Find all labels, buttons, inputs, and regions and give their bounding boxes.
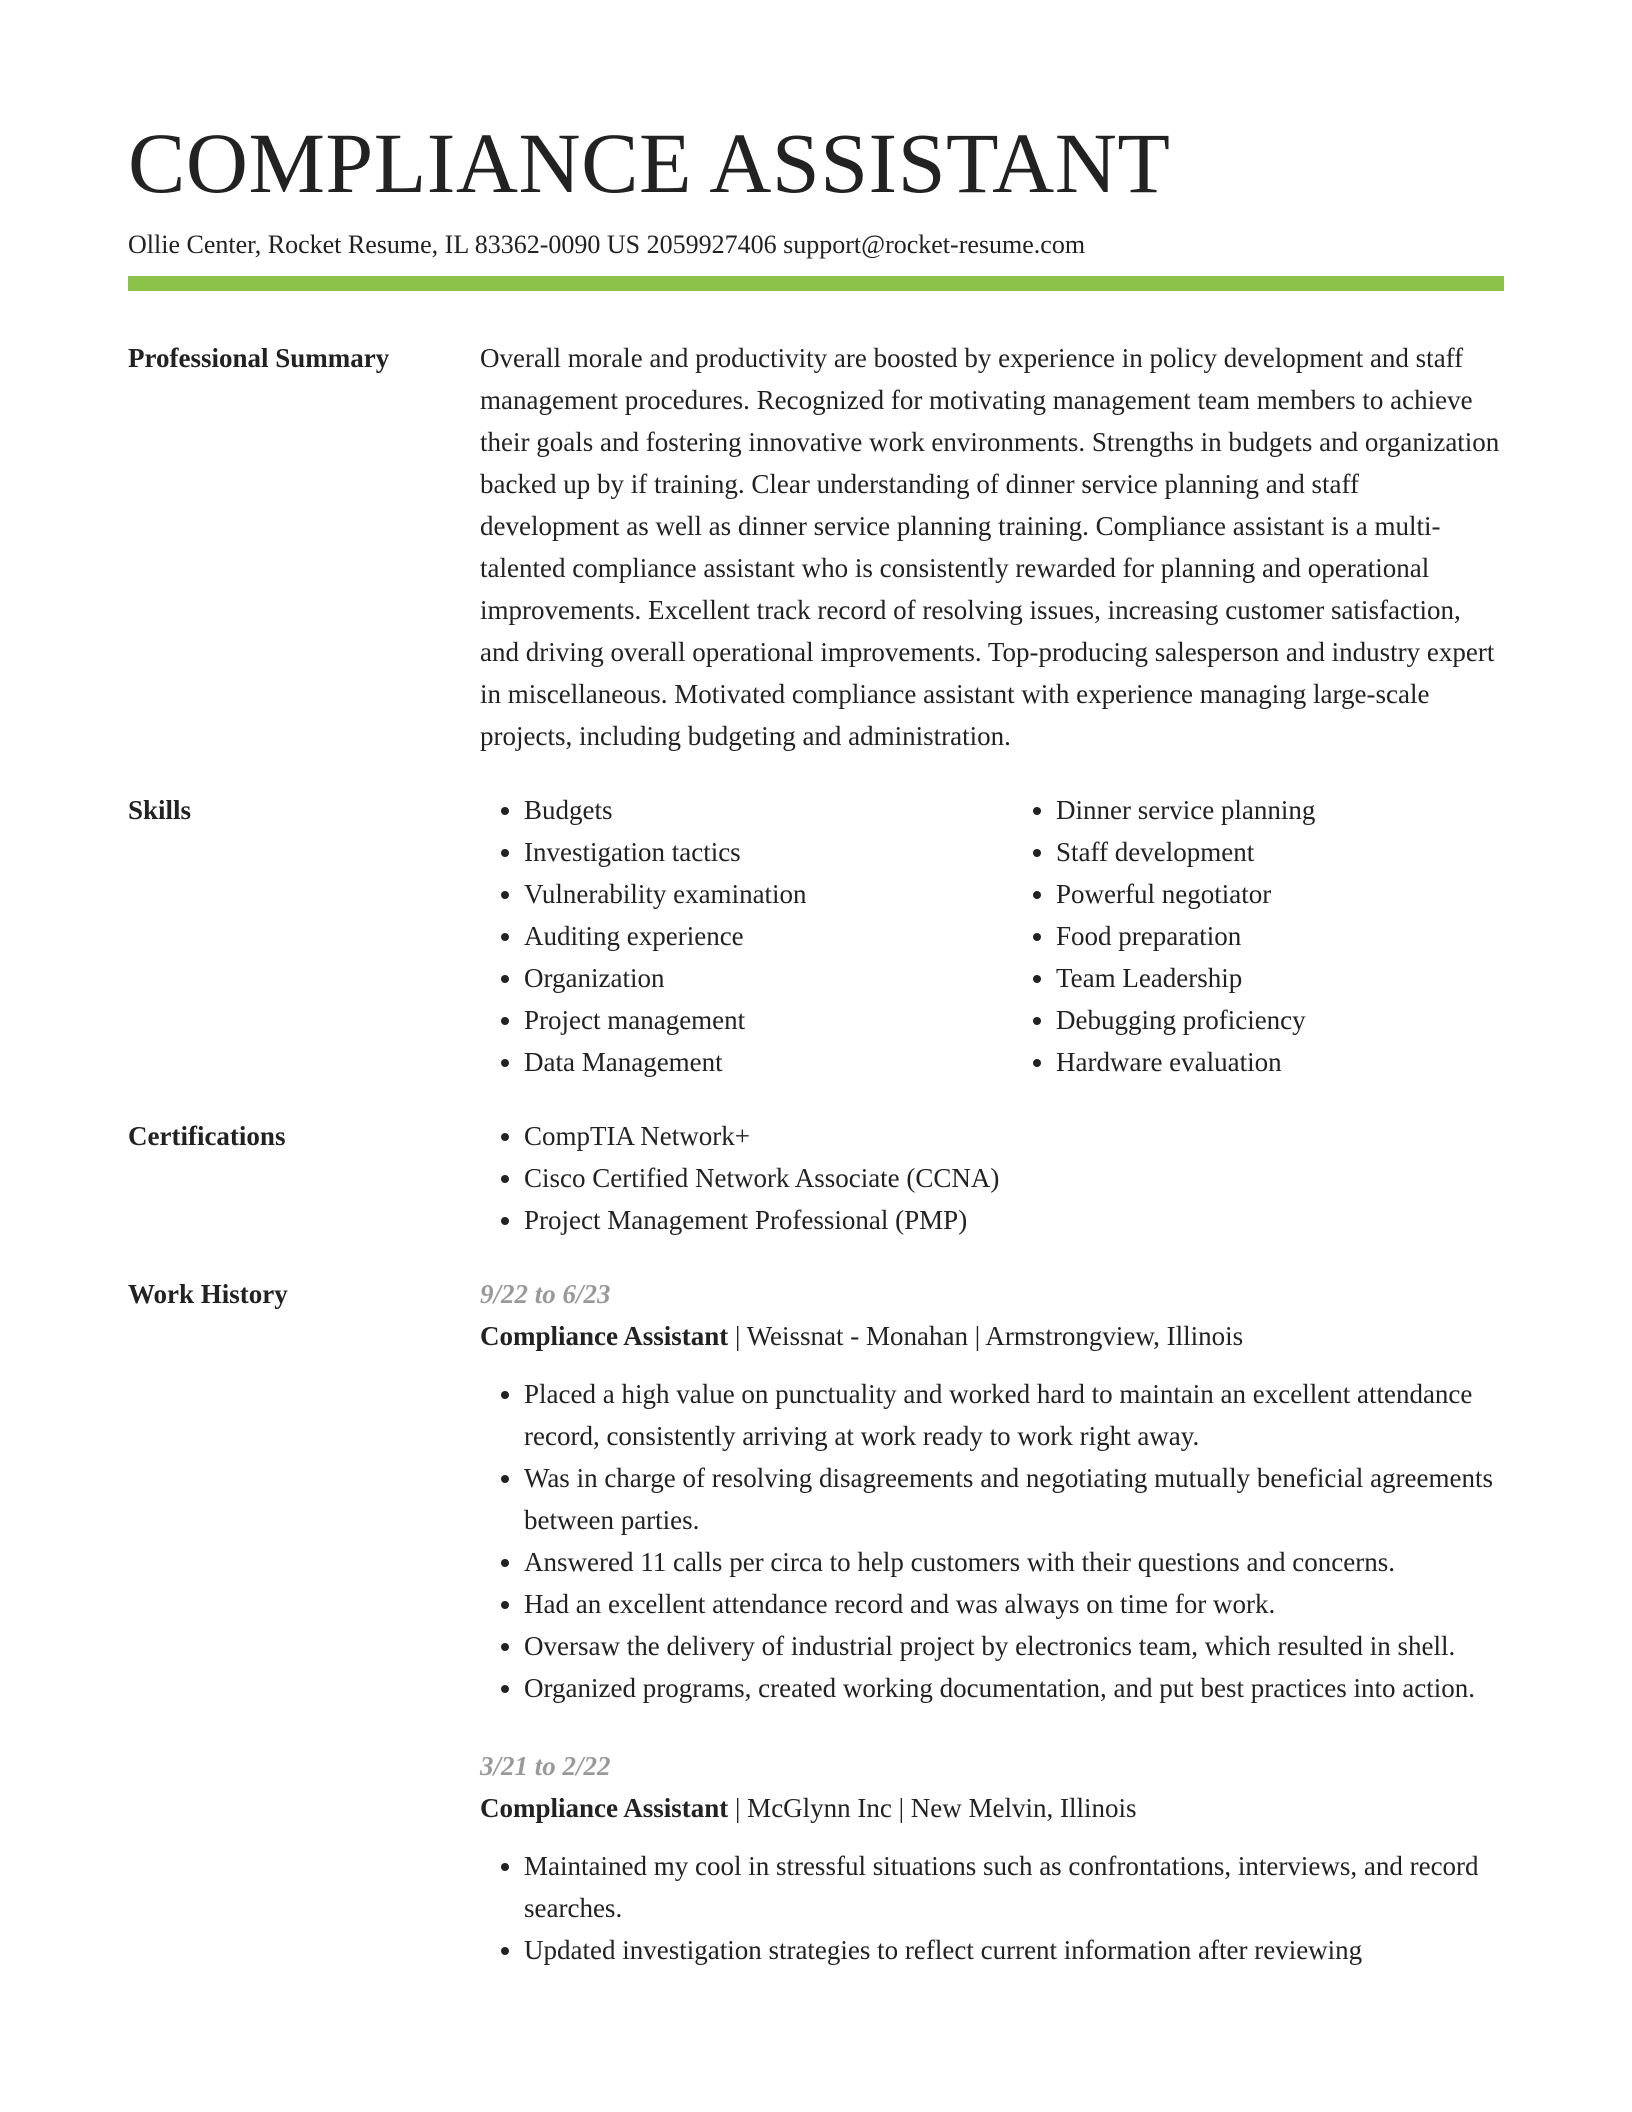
section-title-work-history: Work History — [128, 1279, 288, 1310]
skill-item: • Hardware evaluation — [1056, 1041, 1504, 1083]
skills-column-2 — [1012, 789, 1504, 1083]
skill-item: • Investigation tactics — [524, 831, 972, 873]
section-certifications — [128, 1115, 1504, 1241]
job-bullet: • Oversaw the delivery of industrial project by electronics team, which resulted in shell. — [524, 1625, 1504, 1667]
job-dates: 3/21 to 2/22 — [480, 1751, 611, 1782]
skills-column-1 — [480, 789, 972, 1083]
skill-item: • Dinner service planning — [1056, 789, 1504, 831]
skill-item: • Staff development — [1056, 831, 1504, 873]
skills-columns — [480, 789, 1504, 1083]
skill-item: • Vulnerability examination — [524, 873, 972, 915]
section-work-history — [128, 1273, 1504, 1971]
section-title-summary: Professional Summary — [128, 343, 390, 374]
job-employer-location: | McGlynn Inc | New Melvin, Illinois — [728, 1793, 1137, 1824]
skill-item: • Team Leadership — [1056, 957, 1504, 999]
skill-item: • Budgets — [524, 789, 972, 831]
work-history-body — [480, 1273, 1504, 1971]
skill-item: • Project management — [524, 999, 972, 1041]
skill-item: • Data Management — [524, 1041, 972, 1083]
job-entry — [480, 1273, 1504, 1709]
section-title-skills: Skills — [128, 795, 192, 826]
certification-item: • CompTIA Network+ — [524, 1115, 1504, 1157]
job-entry — [480, 1745, 1504, 1971]
certification-item: • Cisco Certified Network Associate (CCNA) — [524, 1157, 1504, 1199]
section-summary — [128, 337, 1504, 757]
job-bullet: • Had an excellent attendance record and was always on time for work. — [524, 1583, 1504, 1625]
job-heading — [480, 1787, 1504, 1829]
contact-line: Ollie Center, Rocket Resume, IL 83362-0090 US 2059927406 support@rocket-resume.com — [128, 230, 1086, 260]
skill-item: • Food preparation — [1056, 915, 1504, 957]
resume-name: COMPLIANCE ASSISTANT — [128, 115, 1171, 211]
skills-body — [480, 789, 1504, 1083]
job-title: Compliance Assistant — [480, 1321, 729, 1352]
job-bullets — [480, 1373, 1504, 1709]
certification-item: • Project Management Professional (PMP) — [524, 1199, 1504, 1241]
certifications-body — [480, 1115, 1504, 1241]
job-bullet: • Placed a high value on punctuality and worked hard to maintain an excellent attendance record, consistently arriving at work ready to work right away. — [524, 1373, 1504, 1457]
skill-item: • Powerful negotiator — [1056, 873, 1504, 915]
job-bullet: • Organized programs, created working documentation, and put best practices into action. — [524, 1667, 1504, 1709]
summary-text: Overall morale and productivity are boosted by experience in policy development and staff management procedures. Recognized for motivating management team members to achieve their goals and fostering innovative work environments. Strengths in budgets and organization backed up by if training. Clear understanding of dinner service planning and staff development as well as dinner service planning training. Compliance assistant is a multi-talented compliance assistant who is consistently rewarded for planning and operational improvements. Excellent track record of resolving issues, increasing customer satisfaction, and driving overall operational improvements. Top-producing salesperson and industry expert in miscellaneous. Motivated compliance assistant with experience managing large-scale projects, including budgeting and administration. — [480, 343, 1500, 752]
job-employer-location: | Weissnat - Monahan | Armstrongview, Illinois — [728, 1321, 1244, 1352]
job-bullet: • Maintained my cool in stressful situations such as confrontations, interviews, and record searches. — [524, 1845, 1504, 1929]
job-bullets — [480, 1845, 1504, 1971]
job-heading — [480, 1315, 1504, 1357]
job-title: Compliance Assistant — [480, 1793, 729, 1824]
certifications-list — [480, 1115, 1504, 1241]
job-bullet: • Updated investigation strategies to reflect current information after reviewing — [524, 1929, 1504, 1971]
skill-item: • Auditing experience — [524, 915, 972, 957]
job-bullet: • Answered 11 calls per circa to help customers with their questions and concerns. — [524, 1541, 1504, 1583]
header-divider — [128, 276, 1504, 291]
section-skills — [128, 789, 1504, 1083]
skill-item: • Organization — [524, 957, 972, 999]
section-title-certifications: Certifications — [128, 1121, 286, 1152]
job-dates: 9/22 to 6/23 — [480, 1279, 611, 1310]
job-bullet: • Was in charge of resolving disagreements and negotiating mutually beneficial agreements between parties. — [524, 1457, 1504, 1541]
skill-item: • Debugging proficiency — [1056, 999, 1504, 1041]
